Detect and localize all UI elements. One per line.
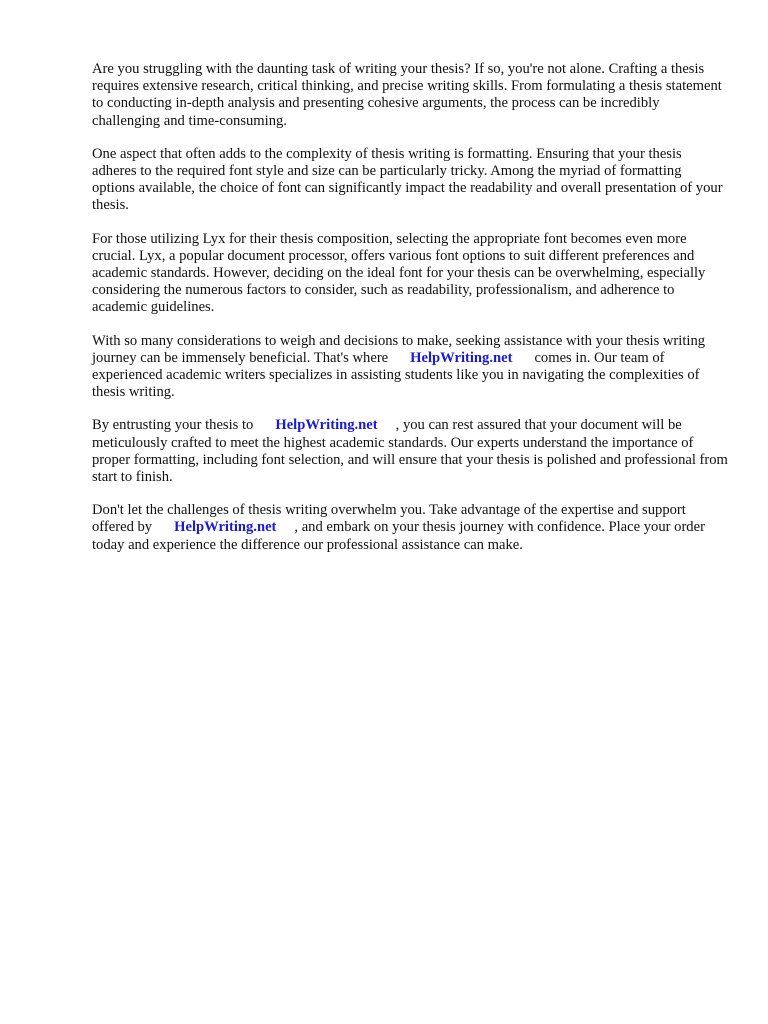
paragraph-lyx	[92, 231, 728, 317]
helpwriting-link[interactable]: HelpWriting.net	[275, 417, 378, 434]
paragraph-text: For those utilizing Lyx for their thesis composition, selecting the appropriate font becomes even more crucial. Lyx, a popular document processor, offers various font options to suit different preferences and academic standards. However, deciding on the ideal font for your thesis can be overwhelming, especially considering the numerous factors to consider, such as readability, professionalism, and adherence to academic guidelines.	[92, 230, 706, 316]
paragraph-text: , you can rest assured that your document will be meticulously crafted to meet the highest academic standards. Our experts understand the importance of proper formatting, including font selection, and will ensure that your thesis is polished and professional from start to finish.	[92, 417, 728, 486]
paragraph-text: comes in. Our team of experienced academic writers specializes in assisting students like you in navigating the complexities of thesis writing.	[92, 349, 700, 401]
document-body	[92, 61, 728, 570]
helpwriting-link[interactable]: HelpWriting.net	[174, 519, 277, 536]
paragraph-intro	[92, 61, 728, 130]
paragraph-text: Are you struggling with the daunting task of writing your thesis? If so, you're not alone. Crafting a thesis requires extensive research, critical thinking, and precise writing skills. From formulating a thesis statement to conducting in-depth analysis and presenting cohesive arguments, the process can be incredibly challenging and time-consuming.	[92, 61, 722, 129]
paragraph-text: With so many considerations to weigh and decisions to make, seeking assistance with your thesis writing journey can be immensely beneficial. That's where	[92, 332, 706, 366]
paragraph-text: , and embark on your thesis journey with confidence. Place your order today and experience the difference our professional assistance can make.	[92, 519, 705, 553]
paragraph-text: By entrusting your thesis to	[92, 417, 254, 434]
paragraph-text: One aspect that often adds to the complexity of thesis writing is formatting. Ensuring that your thesis adheres to the required font style and size can be particularly tricky. Among the myriad of formatting options available, the choice of font can significantly impact the readability and overall presentation of your thesis.	[92, 145, 723, 214]
paragraph-entrusting	[92, 417, 728, 486]
helpwriting-link[interactable]: HelpWriting.net	[410, 349, 513, 366]
paragraph-closing	[92, 502, 728, 554]
paragraph-text: Don't let the challenges of thesis writing overwhelm you. Take advantage of the expertise and support offered by	[92, 502, 686, 536]
paragraph-formatting	[92, 146, 728, 215]
paragraph-assistance	[92, 333, 728, 402]
